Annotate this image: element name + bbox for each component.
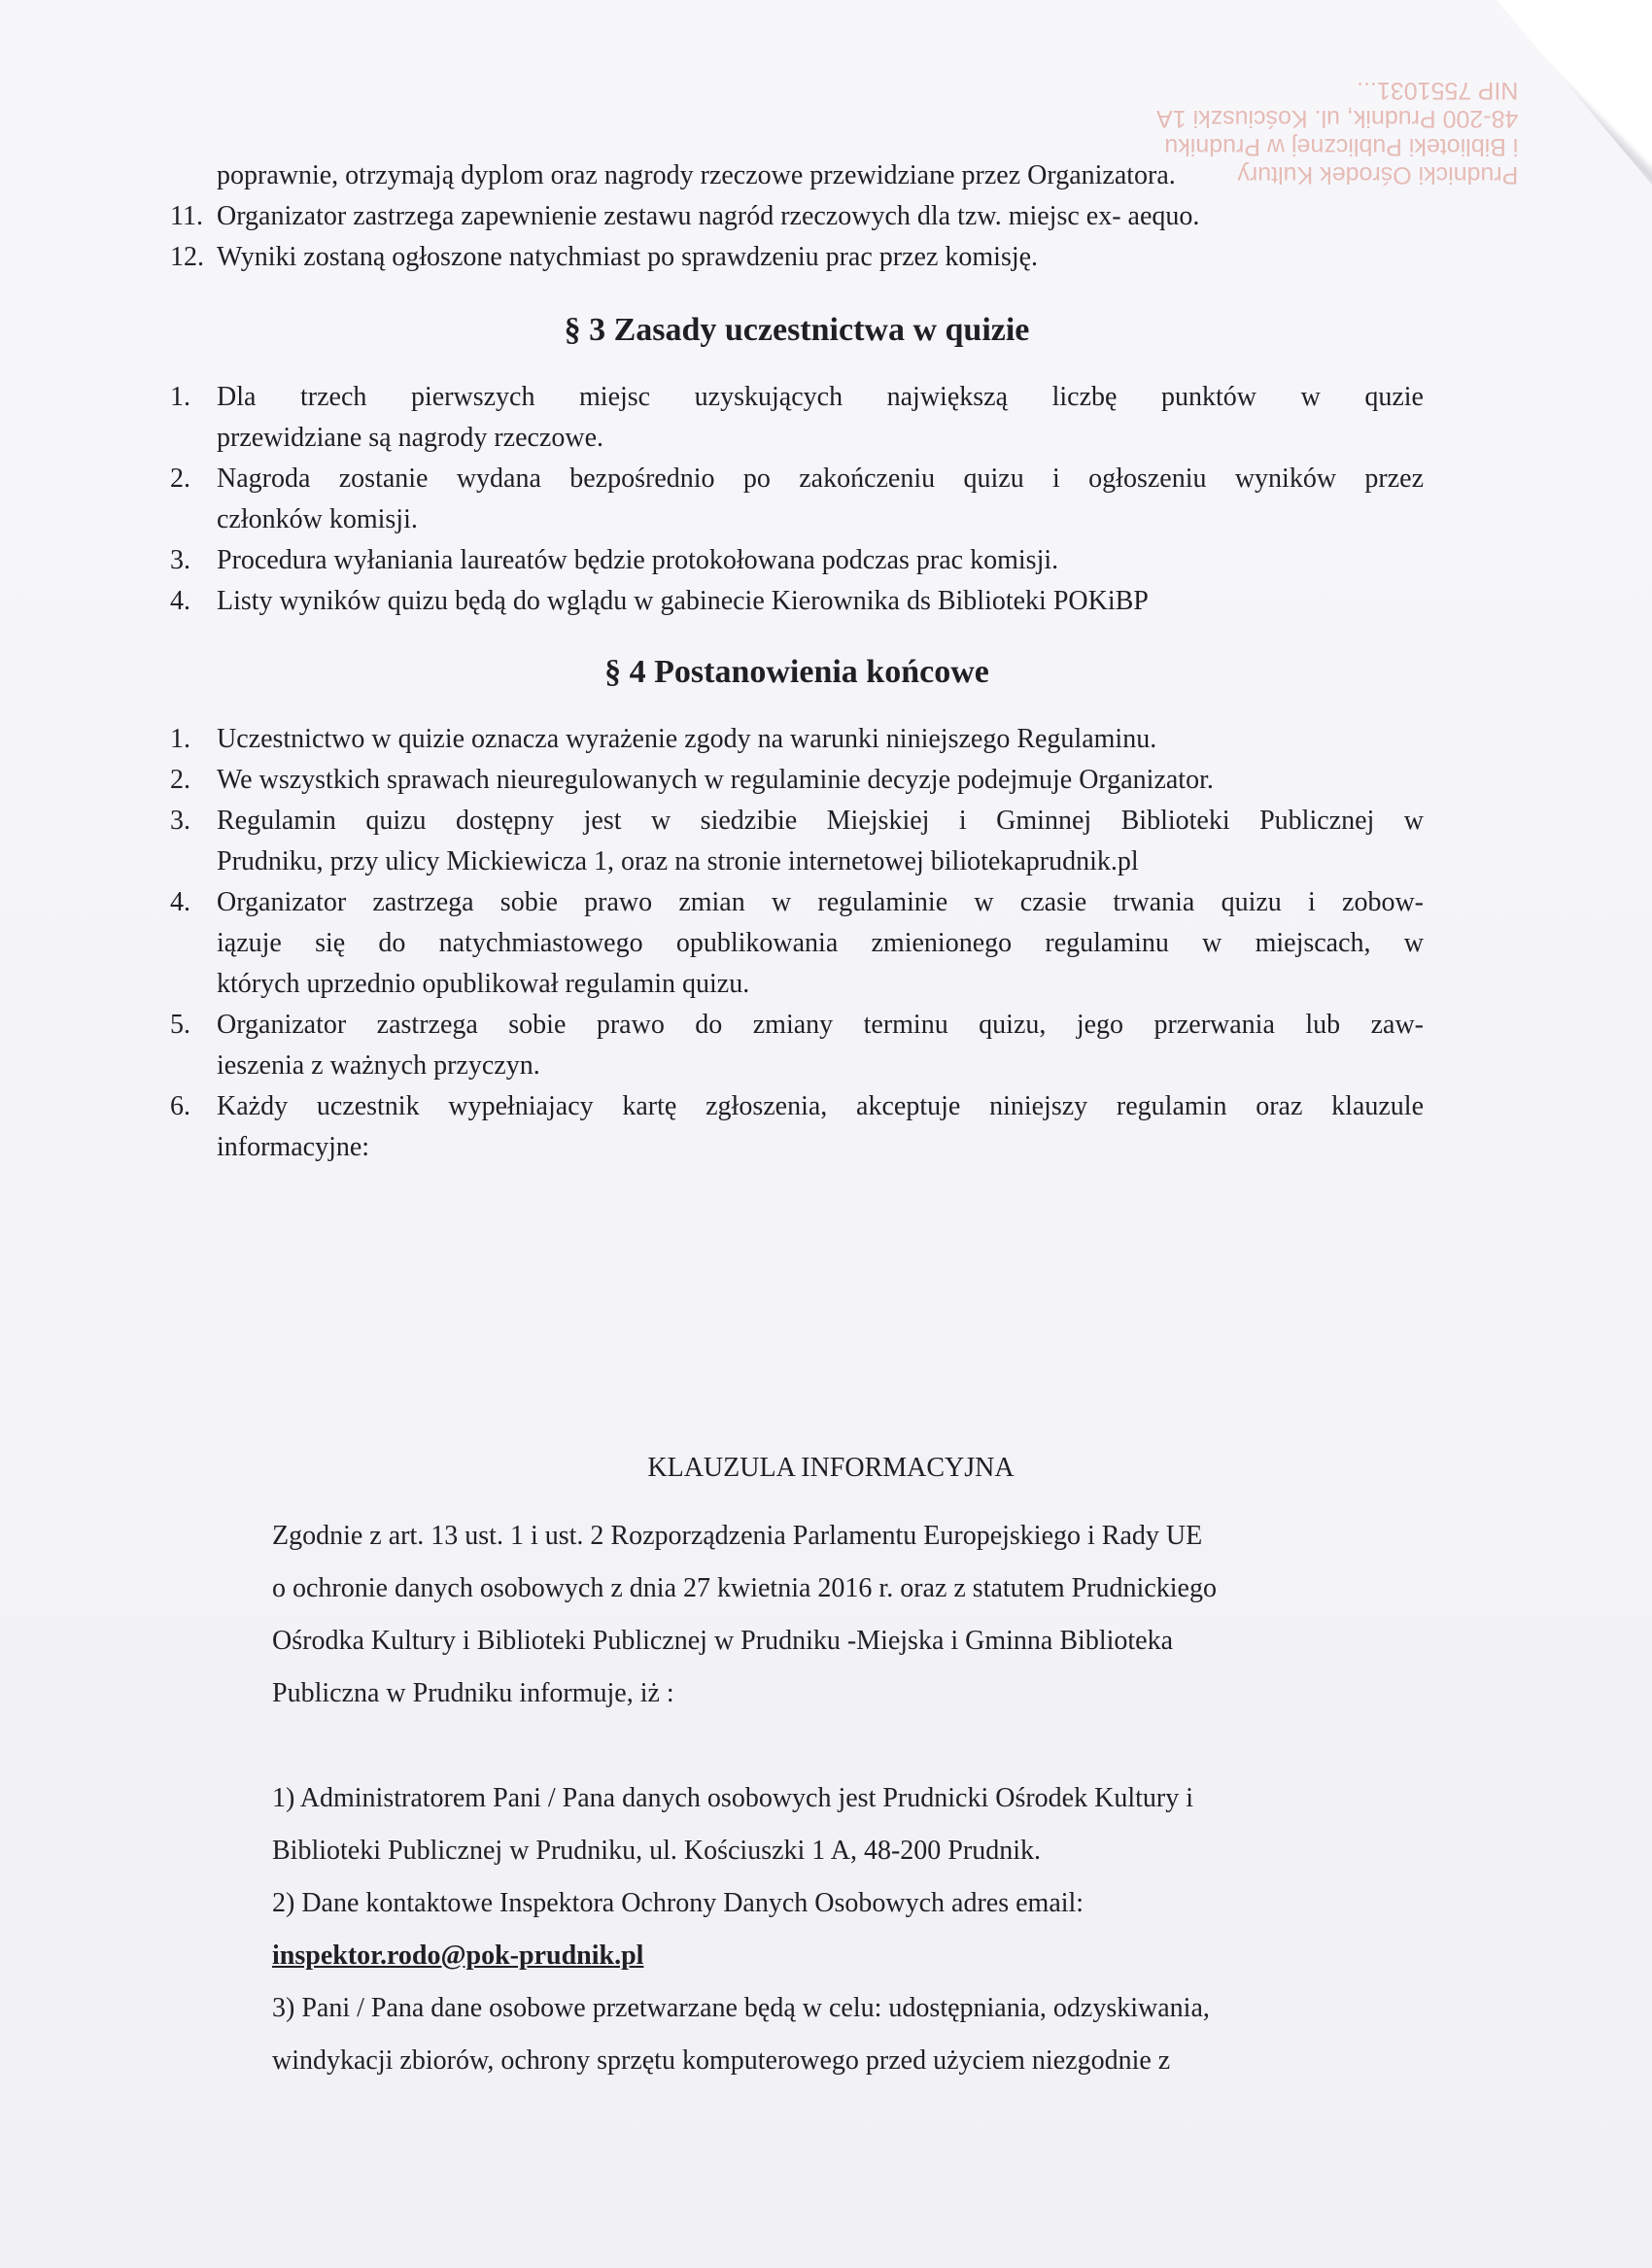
list-item: 5. Organizator zastrzega sobie prawo do zmiany terminu quizu, jego przerwania lub zaw- ieszenia z ważnych przyczyn. xyxy=(170,1010,1424,1081)
information-clause xyxy=(272,1448,1390,2087)
section-3-heading: § 3 Zasady uczestnictwa w quizie xyxy=(564,312,1030,348)
clause-point-1: 1) Administratorem Pani / Pana danych osobowych jest Prudnicki Ośrodek Kultury i Biblioteki Publicznej w Prudniku, ul. Kościuszki 1 A, 48-200 Prudnik. xyxy=(272,1783,1193,1866)
list-item: 4. Listy wyników quizu będą do wglądu w gabinecie Kierownika ds Biblioteki POKiBP xyxy=(170,586,1149,616)
institution-stamp: Prudnicki Ośrodek Kultury i Biblioteki Publicznej w Prudniku 48-200 Prudnik, ul. Kościuszki 1A NIP 7551031... xyxy=(1156,77,1519,189)
regulation-text xyxy=(170,155,1424,1168)
list-item: 1. Uczestnictwo w quizie oznacza wyrażenie zgody na warunki niniejszego Regulaminu. xyxy=(170,724,1157,754)
list-item: 6. Każdy uczestnik wypełniajacy kartę zgłoszenia, akceptuje niniejszy regulamin oraz klauzule informacyjne: xyxy=(170,1091,1424,1162)
list-item: 3. Regulamin quizu dostępny jest w siedzibie Miejskiej i Gminnej Biblioteki Publicznej w Prudniku, przy ulicy Mickiewicza 1, oraz na stronie internetowej biliotekaprudnik.pl xyxy=(170,806,1424,876)
email-link[interactable]: inspektor.rodo@pok-prudnik.pl xyxy=(272,1941,644,1971)
clause-point-3: 3) Pani / Pana dane osobowe przetwarzane będą w celu: udostępniania, odzyskiwania, windykacji zbiorów, ochrony sprzętu komputerowego przed użyciem niezgodnie z xyxy=(272,1993,1210,2076)
list-item: 4. Organizator zastrzega sobie prawo zmian w regulaminie w czasie trwania quizu i zobow- iązuje się do natychmiastowego opublikowania zmienionego regulaminu w miejscach, w których uprzednio opublikował regulamin quizu. xyxy=(170,887,1424,999)
clause-intro: Zgodnie z art. 13 ust. 1 i ust. 2 Rozporządzenia Parlamentu Europejskiego i Rady UE o ochronie danych osobowych z dnia 27 kwietnia 2016 r. oraz z statutem Prudnickiego Ośrodka Kultury i Biblioteki Publicznej w Prudniku -Miejska i Gminna Biblioteka Publiczna w Prudniku informuje, iż : xyxy=(272,1521,1217,1708)
section-4-heading: § 4 Postanowienia końcowe xyxy=(604,654,989,690)
folded-corner xyxy=(1497,0,1652,185)
clause-title: KLAUZULA INFORMACYJNA xyxy=(647,1453,1015,1483)
list-item: 1. Dla trzech pierwszych miejsc uzyskujących największą liczbę punktów w quzie przewidziane są nagrody rzeczowe. xyxy=(170,382,1424,453)
list-item: 2. Nagroda zostanie wydana bezpośrednio po zakończeniu quizu i ogłoszeniu wyników przez członków komisji. xyxy=(170,464,1424,534)
item-10-continuation: poprawnie, otrzymają dyplom oraz nagrody rzeczowe przewidziane przez Organizatora. xyxy=(217,160,1176,190)
list-item: 11. Organizator zastrzega zapewnienie zestawu nagród rzeczowych dla tzw. miejsc ex- aequo. xyxy=(170,201,1200,231)
list-item: 12. Wyniki zostaną ogłoszone natychmiast po sprawdzeniu prac przez komisję. xyxy=(170,242,1039,272)
clause-point-2: 2) Dane kontaktowe Inspektora Ochrony Danych Osobowych adres email: xyxy=(272,1888,1084,1918)
list-item: 2. We wszystkich sprawach nieuregulowanych w regulaminie decyzje podejmuje Organizator. xyxy=(170,765,1214,795)
list-item: 3. Procedura wyłaniania laureatów będzie protokołowana podczas prac komisji. xyxy=(170,545,1059,575)
